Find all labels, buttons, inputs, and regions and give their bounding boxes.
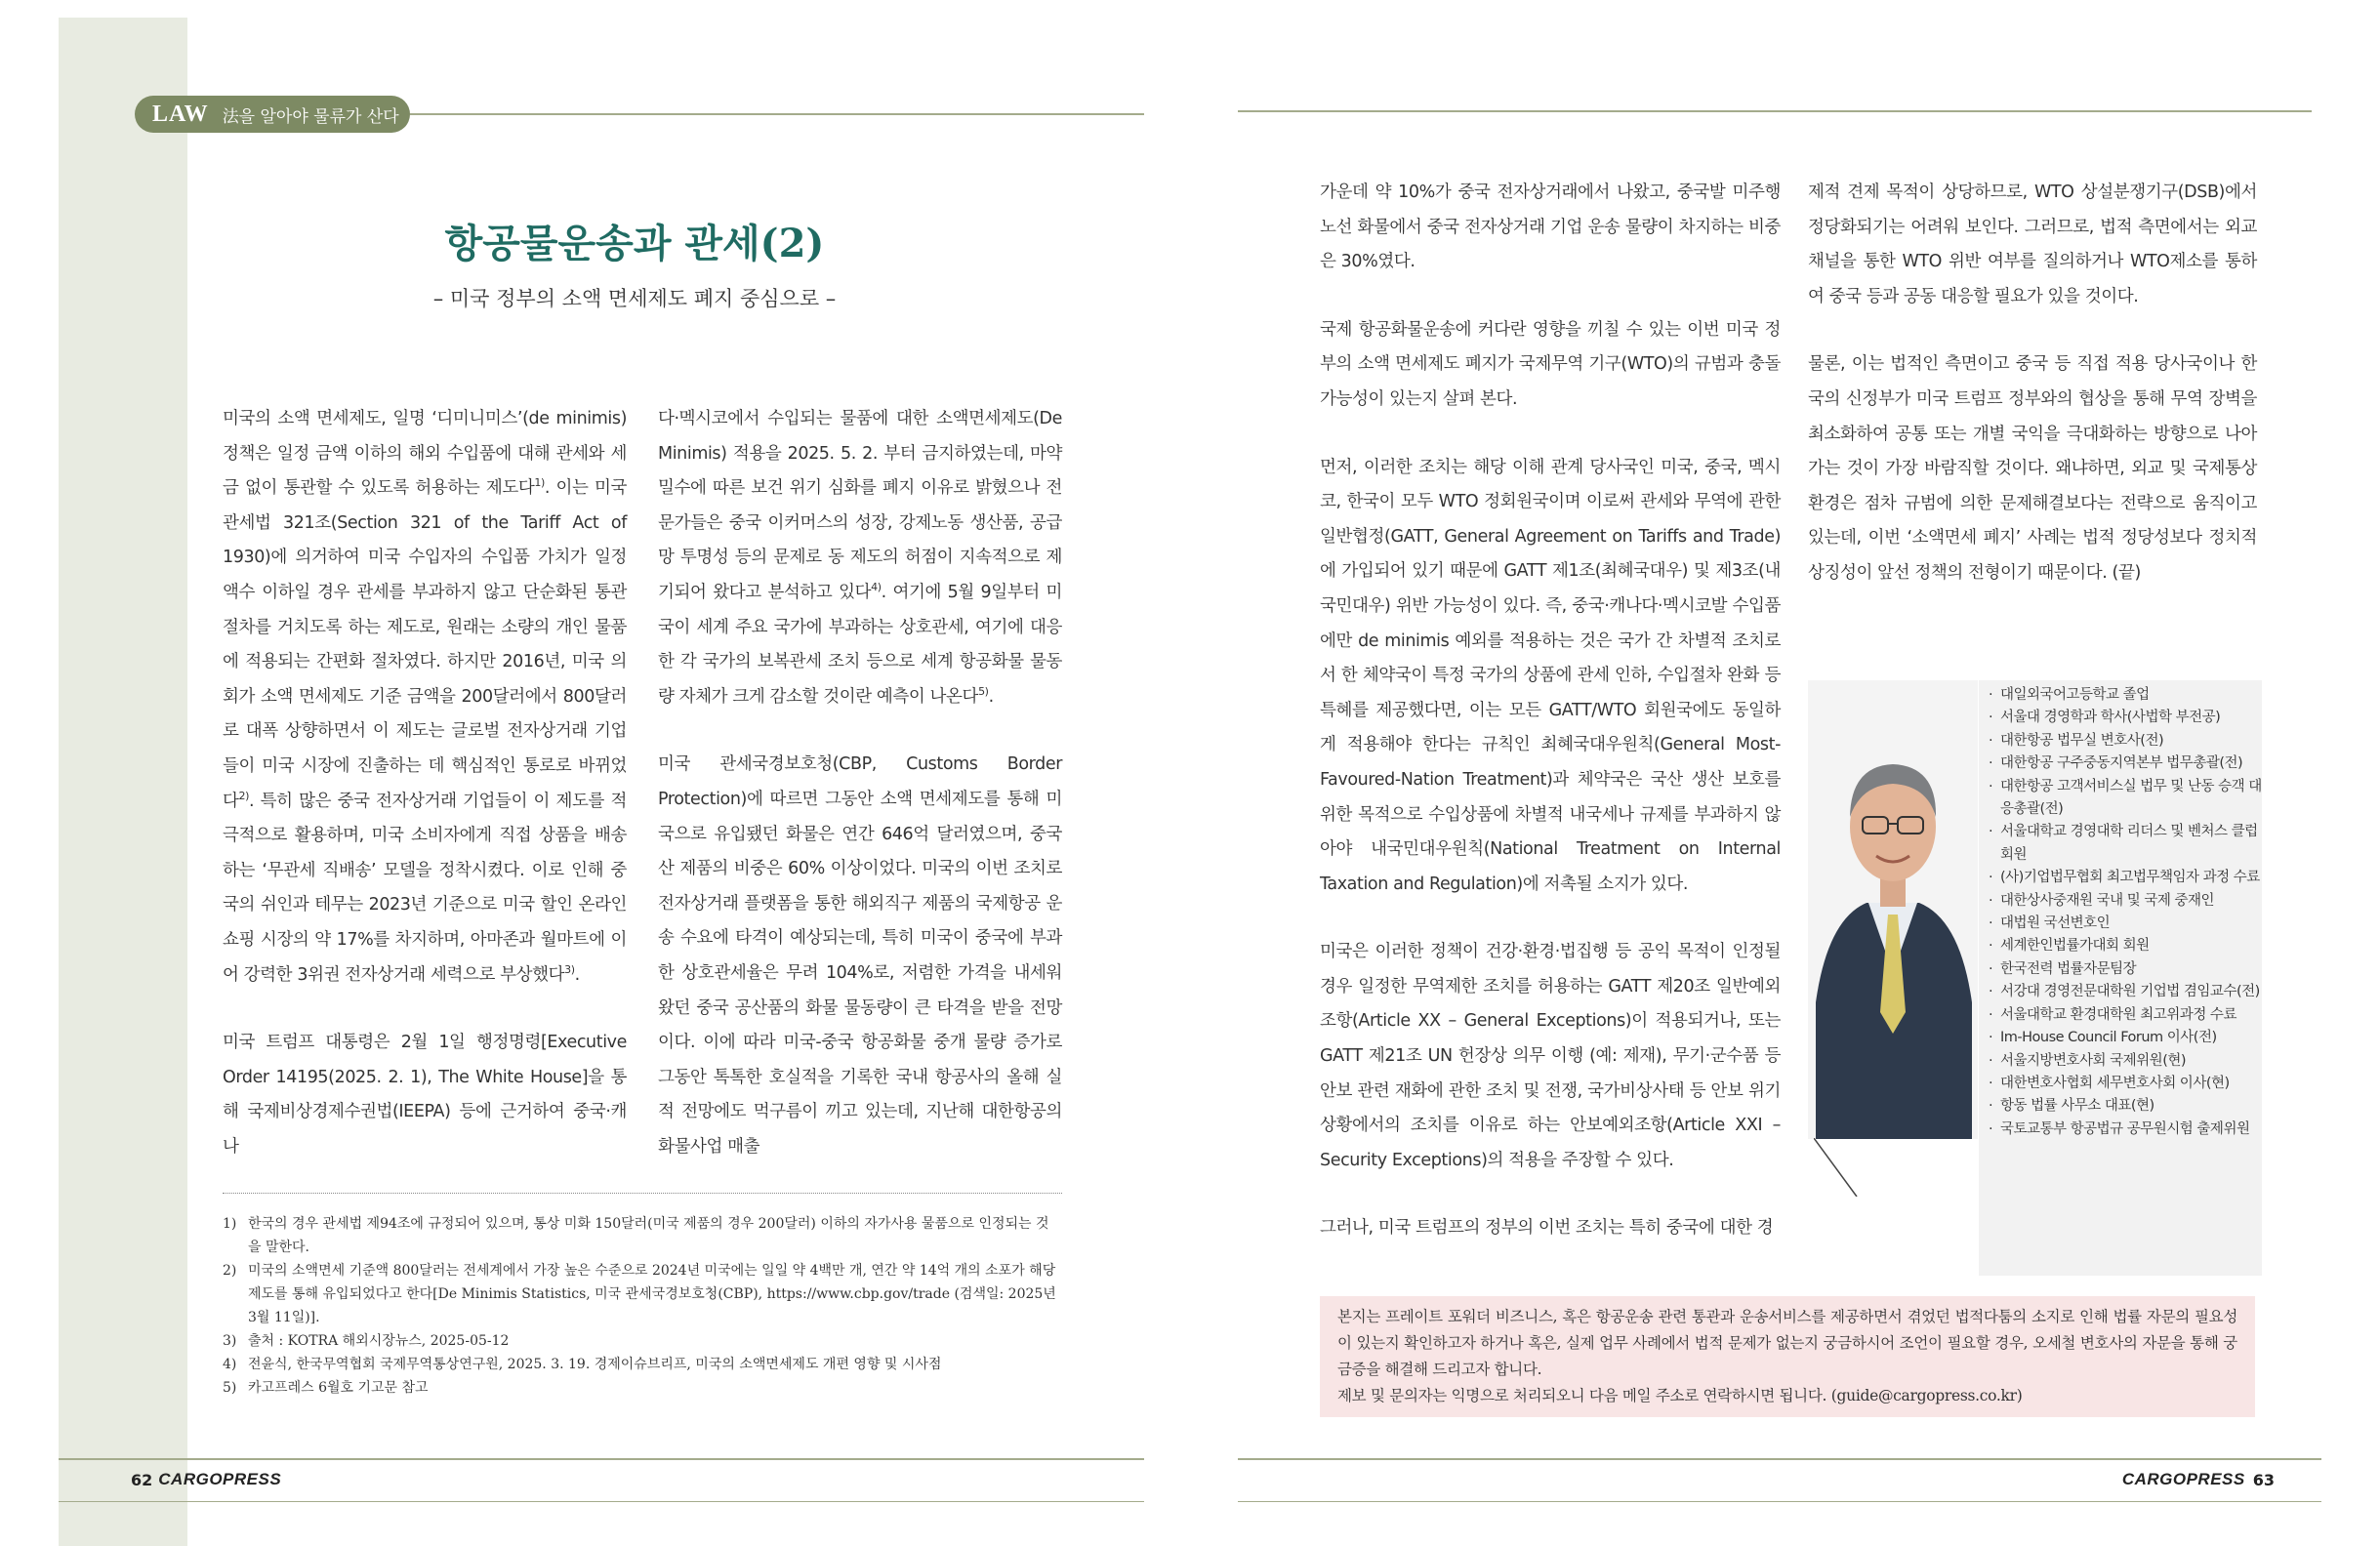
column-2: [658, 402, 1062, 1164]
footer-right: [2099, 1470, 2275, 1489]
bio-item: · 대한항공 구주중동지역본부 법무총괄(전): [1989, 753, 2262, 775]
bio-item: · 대한항공 고객서비스실 법무 및 난동 승객 대응총괄(전): [1989, 776, 2262, 822]
article-title: 항공물운송과 관세(2): [444, 221, 825, 266]
bio-item: · 대한변호사협회 세무변호사회 이사(현): [1989, 1073, 2262, 1095]
paragraph: 제적 견제 목적이 상당하므로, WTO 상설분쟁기구(DSB)에서 정당화되기는 어려워 보인다. 그러므로, 법적 측면에서는 외교 채널을 통한 WTO 위반 여부를 질의하거나 WTO제소를 통하여 중국 등과 공동 대응할 필요가 있을 것이다.: [1808, 183, 2257, 306]
paragraph: 미국은 이러한 정책이 건강·환경·법집행 등 공익 목적이 인정될 경우 일정한 무역제한 조치를 허용하는 GATT 제20조 일반예외 조항(Article XX – General Exceptions)이 적용되거나, 또는 GATT 제21조 UN 헌장상 의무 이행 (예: 제재), 무기·군수품 등 안보 관련 재화에 관한 조치 및 전쟁, 국가비상사태 등 안보 위기 상황에서의 조치를 이유로 하는 안보예외조항(Article XXI – Security Exceptions)의 적용을 주장할 수 있다.: [1320, 942, 1781, 1170]
footnote-number: 1): [223, 1216, 237, 1232]
author-photo: [1808, 680, 1978, 1139]
footnote-text: 미국의 소액면세 기준액 800달러는 전세계에서 가장 높은 수준으로 2024년 미국에는 일일 약 4백만 개, 연간 약 14억 개의 소포가 해당 제도를 통해 유입되었다고 한다[De Minimis Statistics, 미국 관세국경보호청(CBP), https://www.cbp.gov/trade (검색일: 2025년 3월 11일)].: [248, 1263, 1056, 1325]
footnote-item: [223, 1259, 1062, 1329]
left-margin-strip: [59, 18, 187, 1546]
footnote-text: 한국의 경우 관세법 제94조에 규정되어 있으며, 통상 미화 150달러(미국 제품의 경우 200달러) 이하의 자가사용 물품으로 인정되는 것을 말한다.: [248, 1216, 1049, 1255]
page-number: 62: [131, 1470, 153, 1489]
bio-item: · 서울대학교 경영대학 리더스 및 벤처스 클럽 회원: [1989, 821, 2262, 867]
paragraph: 물론, 이는 법적인 측면이고 중국 등 직접 적용 당사국이나 한국의 신정부가 미국 트럼프 정부와의 협상을 통해 무역 장벽을 최소화하여 공통 또는 개별 국익을 극대화하는 방향으로 나아가는 것이 가장 바람직할 것이다. 왜냐하면, 외교 및 국제통상 환경은 점차 규범에 의한 문제해결보다는 전략으로 움직이고 있는데, 이번 ‘소액면세 폐지’ 사례는 법적 정당성보다 정치적 상징성이 앞선 정책의 전형이기 때문이다. (끝): [1808, 354, 2257, 583]
text-run: . 이는 미국 관세법 321조(Section 321 of the Tariff Act of 1930)에 의거하여 미국 수입자의 수입품 가치가 일정 액수 이하일 경우 관세를 부과하지 않고 단순화된 통관 절차를 거치도록 하는 제도로, 원래는 소량의 개인 물품에 적용되는 간편화 절차였다. 하지만 2016년, 미국 의회가 소액 면세제도 기준 금액을 200달러에서 800달러로 대폭 상향하면서 이 제도는 글로벌 전자상거래 기업들이 미국 시장에 진출하는 데 핵심적인 통로로 바뀌었다: [223, 478, 628, 811]
bio-item: · 항동 법률 사무소 대표(현): [1989, 1095, 2262, 1118]
bio-item: · 국토교통부 항공법규 공무원시험 출제위원: [1989, 1119, 2262, 1141]
text-run: 다·멕시코에서 수입되는 물품에 대한 소액면세제도(De Minimis) 적용을 2025. 5. 2. 부터 금지하였는데, 마약 밀수에 따른 보건 위기 심화를 폐지 이유로 밝혔으나 전문가들은 중국 이커머스의 성장, 강제노동 생산품, 공급망 투명성 등의 문제로 동 제도의 허점이 지속적으로 제기되어 왔다고 분석하고 있다: [658, 409, 1062, 602]
notice-line: 본지는 프레이트 포워더 비즈니스, 혹은 항공운송 관련 통관과 운송서비스를 제공하면서 겪었던 법적다툼의 소지로 인해 법률 자문의 필요성이 있는지 확인하고자 하거나 혹은, 실제 업무 사례에서 법적 문제가 없는지 궁금하시어 조언이 필요할 경우, 오세철 변호사의 자문을 통해 궁금증을 해결해 드리고자 합니다.: [1337, 1308, 2237, 1378]
text-run: .: [574, 964, 580, 985]
footnote-item: [223, 1212, 1062, 1259]
bio-item: · 서울지방변호사회 국제위원(현): [1989, 1050, 2262, 1073]
bio-item: · 대법원 국선변호인: [1989, 913, 2262, 935]
footnote-number: 3): [223, 1333, 237, 1349]
column-4: [1808, 176, 2257, 591]
paragraph: [223, 402, 627, 993]
footnote-item: [223, 1353, 1062, 1376]
footnote-ref: 4): [871, 581, 882, 594]
footnote-text: 카고프레스 6월호 기고문 참고: [248, 1380, 429, 1396]
footnote-number: 5): [223, 1380, 237, 1396]
bio-item: · 한국전력 법률자문팀장: [1989, 958, 2262, 981]
footer-rule-right-bottom: [1238, 1501, 2321, 1502]
section-badge: [135, 96, 410, 133]
footnote-number: 2): [223, 1263, 237, 1279]
footnote-item: [223, 1376, 1062, 1400]
section-title: 法을 알아야 물류가 산다: [222, 106, 399, 127]
article-subtitle: – 미국 정부의 소액 면세제도 폐지 중심으로 –: [432, 287, 837, 310]
bio-item: · 서울대학교 환경대학원 최고위과정 수료: [1989, 1004, 2262, 1027]
photo-accent-line: [1814, 1138, 1872, 1197]
page-number: 63: [2252, 1470, 2275, 1489]
law-tag: LAW: [152, 101, 209, 127]
footnote-ref: 3): [564, 962, 575, 976]
bio-item: · 서울대 경영학과 학사(사법학 부전공): [1989, 707, 2262, 729]
footnote-ref: 5): [978, 684, 989, 698]
text-run: .: [988, 686, 994, 707]
header-rule-right: [1238, 110, 2312, 112]
paragraph: 국제 항공화물운송에 커다란 영향을 끼칠 수 있는 이번 미국 정부의 소액 면세제도 폐지가 국제무역 기구(WTO)의 규범과 충돌 가능성이 있는지 살펴 본다.: [1320, 319, 1781, 409]
paragraph: 미국 관세국경보호청(CBP, Customs Border Protection)에 따르면 그동안 소액 면세제도를 통해 미국으로 유입됐던 화물은 연간 646억 달러였으며, 중국산 제품의 비중은 60% 이상이었다. 미국의 이번 조치로 전자상거래 플랫폼을 통한 해외직구 제품의 국제항공 운송 수요에 타격이 예상되는데, 특히 미국이 중국에 부과한 상호관세율은 무려 104%로, 저렴한 가격을 내세워왔던 중국 공산품의 화물 물동량이 큰 타격을 받을 전망이다. 이에 따라 미국-중국 항공화물 중개 물량 증가로 그동안 톡톡한 호실적을 기록한 국내 항공사의 올해 실적 전망에도 먹구름이 끼고 있는데, 지난해 대한항공의 화물사업 매출: [658, 754, 1062, 1157]
brand-logo: CARGOPRESS: [158, 1470, 282, 1488]
footnote-ref: 1): [534, 476, 545, 490]
notice-text: [1320, 1296, 2255, 1417]
footnote-item: [223, 1329, 1062, 1353]
text-run: . 특히 많은 중국 전자상거래 기업들이 이 제도를 적극적으로 활용하며, 미국 소비자에게 직접 상품을 배송하는 ‘무관세 직배송’ 모델을 정착시켰다. 이로 인해 중국의 쉬인과 테무는 2023년 기준으로 미국 할인 온라인 쇼핑 시장의 약 17%를 차지하며, 아마존과 월마트에 이어 강력한 3위권 전자상거래 세력으로 부상했다: [223, 791, 627, 985]
footnotes: [223, 1212, 1062, 1400]
footnote-divider: [223, 1193, 1062, 1194]
notice-line: 제보 및 문의자는 익명으로 처리되오니 다음 메일 주소로 연락하시면 됩니다. (guide@cargopress.co.kr): [1337, 1387, 2023, 1404]
bio-item: · 대일외국어고등학교 졸업: [1989, 684, 2262, 707]
paragraph: 그러나, 미국 트럼프의 정부의 이번 조치는 특히 중국에 대한 경: [1320, 1218, 1774, 1239]
footer-rule-left-bottom: [59, 1501, 1144, 1502]
bio-item: · (사)기업법무협회 최고법무책임자 과정 수료: [1989, 867, 2262, 889]
footer-left: [131, 1470, 281, 1489]
bio-item: · 대한항공 법무실 변호사(전): [1989, 730, 2262, 753]
bio-item: · 세계한인법률가대회 회원: [1989, 935, 2262, 957]
footnote-text: 전윤식, 한국무역협회 국제무역통상연구원, 2025. 3. 19. 경제이슈브리프, 미국의 소액면세제도 개편 영향 및 시사점: [248, 1357, 942, 1372]
footer-rule-left: [59, 1458, 1144, 1460]
footnote-number: 4): [223, 1357, 237, 1372]
column-3: [1320, 176, 1781, 1246]
footnote-text: 출처 : KOTRA 해외시장뉴스, 2025-05-12: [248, 1333, 510, 1349]
bio-list: [1979, 680, 2262, 1141]
paragraph: [658, 402, 1062, 714]
bio-item: · 서강대 경영전문대학원 기업법 겸임교수(전): [1989, 981, 2262, 1003]
paragraph: 미국 트럼프 대통령은 2월 1일 행정명령[Executive Order 14195(2025. 2. 1), The White House]을 통해 국제비상경제수권법(IEEPA) 등에 근거하여 중국·캐나: [223, 1033, 627, 1157]
bio-item: · 대한상사중재원 국내 및 국제 중재인: [1989, 890, 2262, 913]
author-bio: [1979, 680, 2262, 1276]
text-run: 미국의 소액 면세제도, 일명 ‘디미니미스’(de minimis) 정책은 일정 금액 이하의 해외 수입품에 대해 관세와 세금 없이 통관할 수 있도록 허용하는 제도다: [223, 409, 627, 499]
text-run: . 여기에 5월 9일부터 미국이 세계 주요 국가에 부과하는 상호관세, 여기에 대응한 각 국가의 보복관세 조치 등으로 세계 항공화물 물동량 자체가 크게 감소할 것이란 예측이 나온다: [658, 582, 1062, 707]
notice-box: [1320, 1296, 2255, 1417]
paragraph: 가운데 약 10%가 중국 전자상거래에서 나왔고, 중국발 미주행 노선 화물에서 중국 전자상거래 기업 운송 물량이 차지하는 비중은 30%였다.: [1320, 183, 1781, 272]
column-1: [223, 402, 627, 1164]
bio-item: · Im-House Council Forum 이사(전): [1989, 1027, 2262, 1049]
footnote-ref: 2): [238, 789, 250, 802]
brand-logo: CARGOPRESS: [2121, 1470, 2245, 1488]
footer-rule-right: [1238, 1458, 2321, 1460]
paragraph: 먼저, 이러한 조치는 해당 이해 관계 당사국인 미국, 중국, 멕시코, 한국이 모두 WTO 정회원국이며 이로써 관세와 무역에 관한 일반협정(GATT, General Agreement on Tariffs and Trade)에 가입되어 있기 때문에 GATT 제1조(최혜국대우) 및 제3조(내국민대우) 위반 가능성이 있다. 즉, 중국·캐나다·멕시코발 수입품에만 de minimis 예외를 적용하는 것은 국가 간 차별적 조치로서 한 체약국이 특정 국가의 상품에 관세 인하, 수입절차 완화 등 특혜를 제공했다면, 이는 모든 GATT/WTO 회원국에도 동일하게 적용해야 한다는 규칙인 최혜국대우원칙(General Most-Favoured-Nation Treatment)과 체약국은 국산 생산 보호를 위한 목적으로 수입상품에 차별적 내국세나 규제를 부과하지 않아야 내국민대우원칙(National Treatment on Internal Taxation and Regulation)에 저촉될 소지가 있다.: [1320, 457, 1781, 894]
header-rule-left: [410, 113, 1144, 115]
